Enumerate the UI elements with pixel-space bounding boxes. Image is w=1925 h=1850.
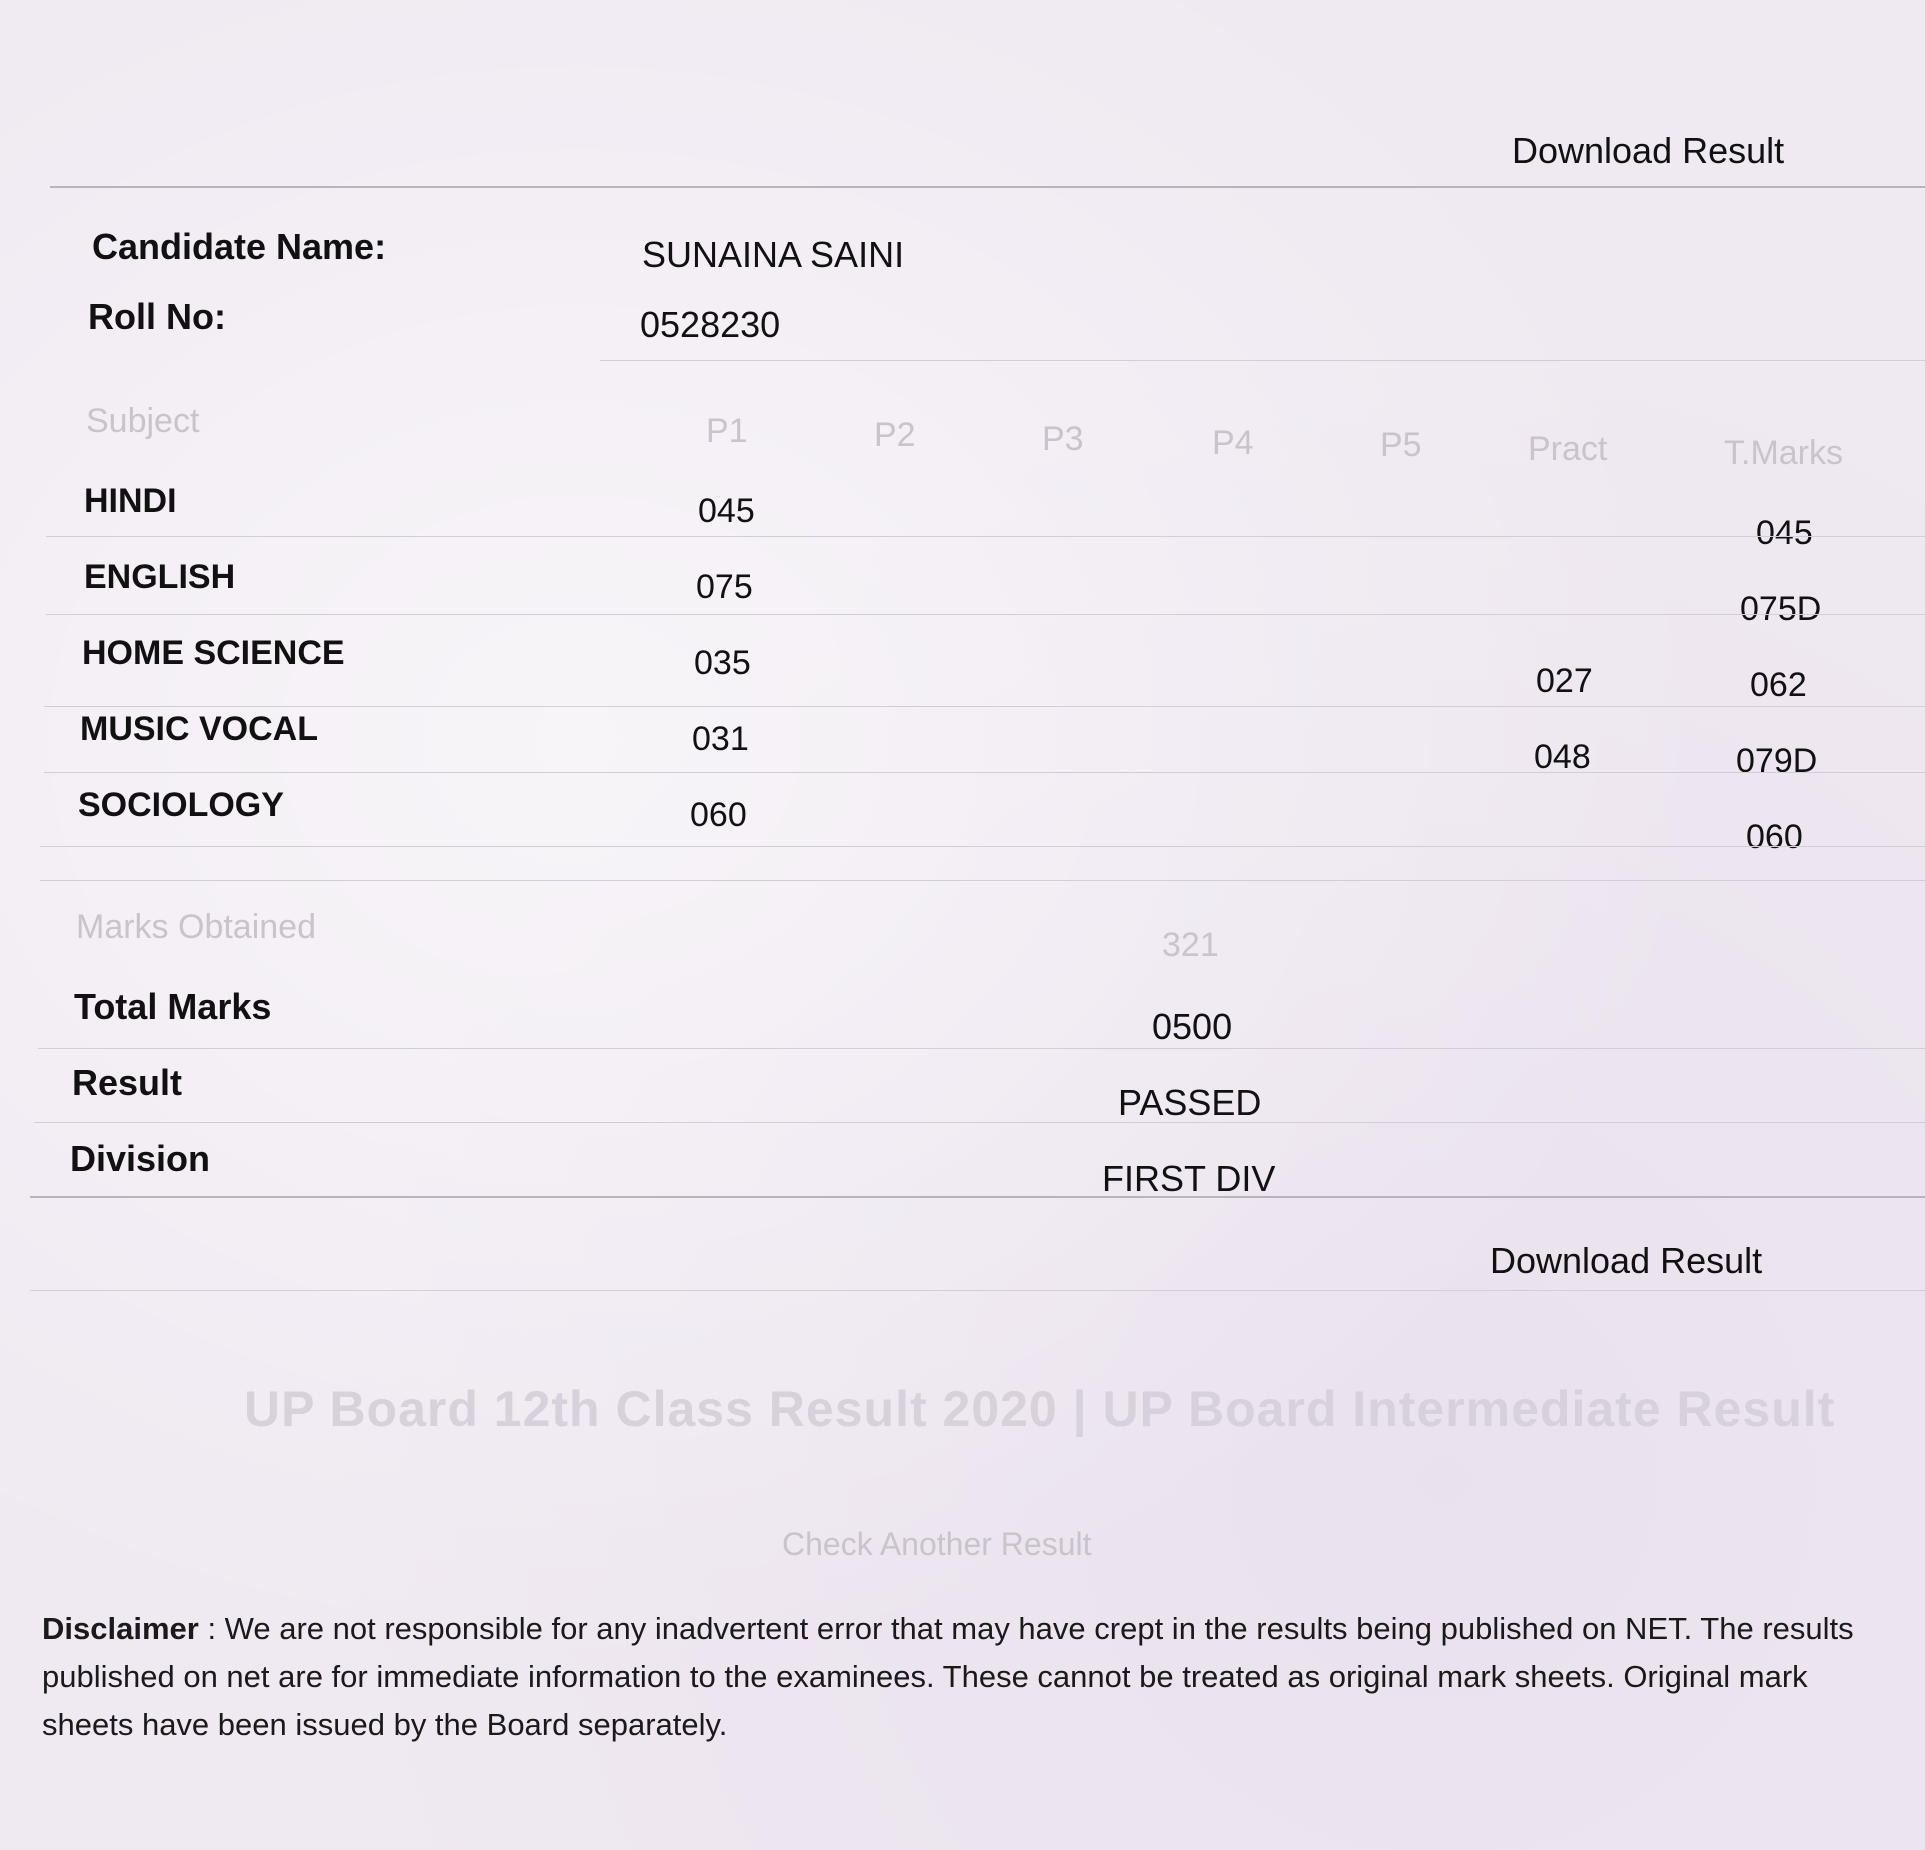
total-marks-value: 0500 bbox=[1152, 1006, 1233, 1047]
header-p1: P1 bbox=[706, 412, 748, 450]
disclaimer-label: Disclaimer bbox=[42, 1611, 199, 1646]
subject-name: MUSIC VOCAL bbox=[80, 710, 318, 748]
header-tmarks: T.Marks bbox=[1724, 434, 1843, 472]
p1-mark: 075 bbox=[696, 568, 753, 606]
roll-no-value: 0528230 bbox=[640, 304, 781, 345]
row-divider bbox=[44, 772, 1925, 773]
header-subject: Subject bbox=[86, 402, 200, 440]
division-label: Division bbox=[70, 1138, 211, 1179]
row-divider bbox=[46, 536, 1925, 537]
download-result-bottom-link[interactable]: Download Result bbox=[1490, 1240, 1763, 1281]
top-divider bbox=[50, 186, 1925, 188]
result-value: PASSED bbox=[1118, 1082, 1262, 1123]
p1-mark: 035 bbox=[694, 644, 751, 682]
marks-obtained-value: 321 bbox=[1162, 926, 1219, 964]
total-mark: 045 bbox=[1756, 514, 1813, 552]
p1-mark: 031 bbox=[692, 720, 749, 758]
marks-obtained-label: Marks Obtained bbox=[76, 908, 316, 946]
header-p4: P4 bbox=[1212, 424, 1254, 462]
p1-mark: 060 bbox=[690, 796, 747, 834]
table-bottom-divider bbox=[40, 880, 1925, 881]
subject-name: SOCIOLOGY bbox=[78, 786, 284, 824]
summary-divider bbox=[38, 1048, 1925, 1049]
total-mark: 062 bbox=[1750, 666, 1807, 704]
check-another-result-link[interactable]: Check Another Result bbox=[782, 1526, 1092, 1562]
roll-no-label: Roll No: bbox=[88, 296, 226, 337]
download-result-top-link[interactable]: Download Result bbox=[1512, 130, 1785, 171]
row-divider bbox=[40, 846, 1925, 847]
total-mark: 079D bbox=[1736, 742, 1818, 780]
subject-name: HOME SCIENCE bbox=[82, 634, 345, 672]
disclaimer bbox=[42, 1605, 1872, 1749]
row-divider bbox=[46, 614, 1925, 615]
candidate-divider bbox=[600, 360, 1925, 361]
total-mark: 060 bbox=[1746, 818, 1803, 856]
header-pract: Pract bbox=[1528, 430, 1608, 468]
result-banner-heading: UP Board 12th Class Result 2020 | UP Board Intermediate Result bbox=[244, 1381, 1836, 1437]
subject-name: HINDI bbox=[84, 482, 177, 520]
candidate-name-label: Candidate Name: bbox=[92, 226, 387, 267]
header-p3: P3 bbox=[1042, 420, 1084, 458]
p1-mark: 045 bbox=[698, 492, 755, 530]
result-label: Result bbox=[72, 1062, 183, 1103]
total-mark: 075D bbox=[1740, 590, 1822, 628]
download-divider bbox=[30, 1290, 1925, 1291]
candidate-name-value: SUNAINA SAINI bbox=[642, 234, 905, 275]
pract-mark: 048 bbox=[1534, 738, 1591, 776]
summary-divider bbox=[34, 1122, 1925, 1123]
header-p2: P2 bbox=[874, 416, 916, 454]
pract-mark: 027 bbox=[1536, 662, 1593, 700]
header-p5: P5 bbox=[1380, 426, 1422, 464]
division-value: FIRST DIV bbox=[1102, 1158, 1276, 1199]
total-marks-label: Total Marks bbox=[74, 986, 272, 1027]
subject-name: ENGLISH bbox=[84, 558, 236, 596]
summary-bottom-divider bbox=[30, 1196, 1925, 1198]
disclaimer-text: : We are not responsible for any inadvertent error that may have crept in the results being published on NET. The results published on net are for immediate information to the examinees. These cannot be treated as original mark sheets. Original mark sheets have been issued by the Board separately. bbox=[42, 1611, 1854, 1742]
row-divider bbox=[44, 706, 1925, 707]
